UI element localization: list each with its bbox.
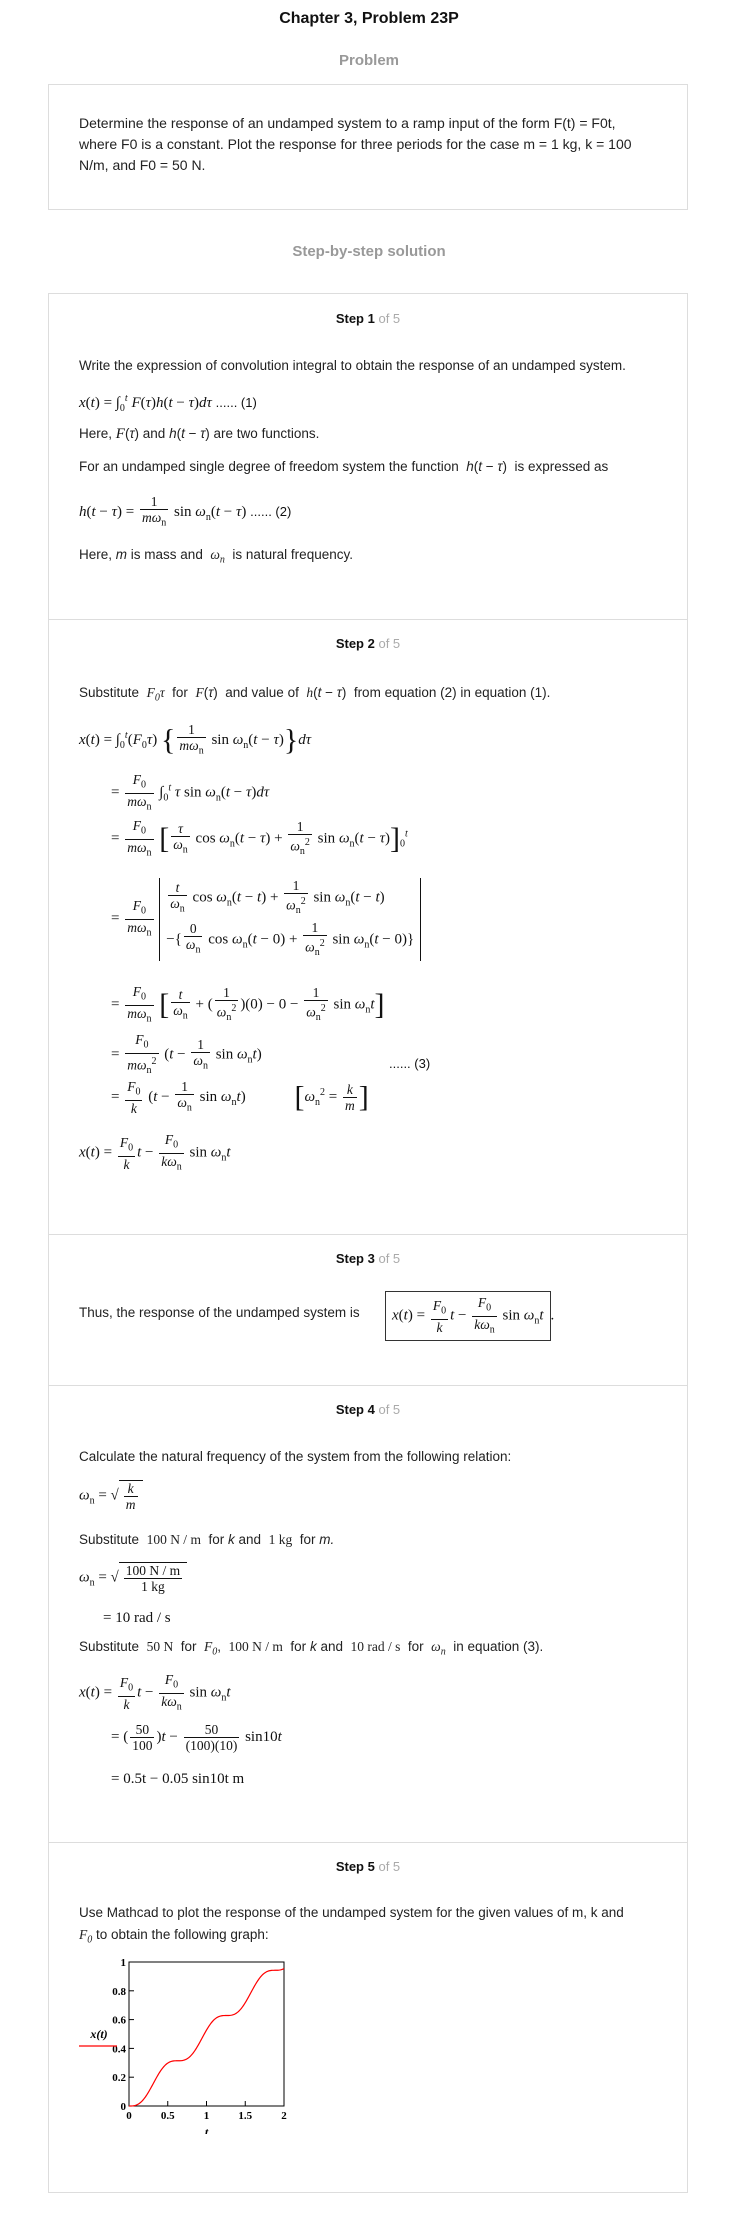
text: from equation (2) in equation (1). bbox=[353, 685, 551, 700]
problem-line: N/m, and F0 = 50 N. bbox=[79, 157, 206, 173]
step-1-undamped: For an undamped single degree of freedom system the function h(t − τ) is expressed as bbox=[79, 459, 609, 474]
response-substituted: = ( $\frac{50}{100}$ )t − $\frac{50}{(100)(10)}$ sin10t bbox=[111, 1722, 282, 1753]
step-5-line-2: $F_0$ to obtain the following graph: bbox=[79, 1927, 269, 1946]
text: for bbox=[299, 1532, 316, 1547]
text: and bbox=[238, 1532, 262, 1547]
text: are two functions. bbox=[213, 426, 320, 441]
text: for bbox=[290, 1639, 307, 1654]
text: is mass and bbox=[130, 547, 203, 562]
step-of: of 5 bbox=[378, 311, 401, 326]
problem-line: where F0 is a constant. Plot the response for three periods for the case m = 1 kg, k = 100 bbox=[79, 136, 632, 152]
response-final: = 0.5t − 0.05 sin10t m bbox=[111, 1771, 245, 1787]
derivation-line-5: = $\frac{F_0}{m\omega_n}$ [ $\frac{t}{\omega_n}$ + ( $\frac{1}{\omega_n^2}$ )(0) − 0 − $\frac{1}{\omega_n^2}$ $\sin \omega_nt$] bbox=[111, 984, 385, 1025]
steps-box bbox=[48, 293, 688, 2193]
problem-line: Determine the response of an undamped system to a ramp input of the form F(t) = F0t, bbox=[79, 115, 616, 131]
step-4-intro: Calculate the natural frequency of the system from the following relation: bbox=[79, 1449, 512, 1464]
step-4-substitute-1: Substitute 100 N / m for k and 1 kg for m. bbox=[79, 1532, 335, 1547]
step-1-intro: Write the expression of convolution integral to obtain the response of an undamped system. bbox=[79, 358, 626, 373]
equation-tag: ...... (3) bbox=[389, 1056, 431, 1071]
step-separator bbox=[49, 1385, 687, 1386]
text: for bbox=[172, 685, 188, 700]
equation-3-tag bbox=[389, 1054, 430, 1074]
equation-tag: ...... (2) bbox=[250, 503, 292, 519]
response-general: x(t) = $\frac{F_0}{k}$ t − $\frac{F_0}{k\omega_n}$ $\sin \omega_nt$ bbox=[79, 1672, 231, 1713]
step-label: Step 2 bbox=[335, 636, 375, 651]
text: and bbox=[320, 1639, 343, 1654]
text: and bbox=[142, 426, 166, 441]
text: k bbox=[309, 1639, 317, 1654]
step-1-here2: Here, m is mass and $\omega_n$ is natural frequency. bbox=[79, 547, 353, 566]
derivation-line-3: = $\frac{F_0}{m\omega_n}$ [ $\frac{\tau}{\omega_n}$ $\cos \omega_n(t - \tau)$ + $\frac{1}{\omega_n^2}$ $\sin \omega_n(t - \tau)]_0^t$ bbox=[111, 818, 408, 859]
step-5-line-1: Use Mathcad to plot the response of the undamped system for the given values of m, k and bbox=[79, 1905, 624, 1920]
omega-substituted: $\omega_n$ = √ $\frac{100 N / m}{1 kg}$ bbox=[79, 1562, 187, 1594]
equation-1: $x(t) = \int_0^t$ F(τ)h(t − τ)dτ ...... (1) bbox=[79, 393, 257, 414]
text: to obtain the following graph: bbox=[96, 1927, 269, 1942]
x-tick-label: 1.5 bbox=[238, 2110, 253, 2122]
text: Here, bbox=[79, 547, 113, 562]
step-1-title bbox=[49, 311, 687, 326]
series-line-x-t bbox=[129, 1969, 284, 2106]
response-chart bbox=[69, 1954, 299, 2134]
text: Substitute bbox=[79, 1639, 140, 1654]
text: Substitute bbox=[79, 1532, 140, 1547]
x-tick-label: 1 bbox=[203, 2110, 210, 2122]
derivation-line-8: x(t) = $\frac{F_0}{k}$ t − $\frac{F_0}{k\omega_n}$ $\sin \omega_nt$ bbox=[79, 1132, 231, 1173]
derivation-line-4: = $\frac{F_0}{m\omega_n}$ $\frac{t}{\omega_n}$ $\cos \omega_n(t - t)$ + $\frac{1}{\omega_n^2}$ $\sin \omega_n(t - t)$ −{ $\frac{0}{\omega_n}$ $\cos \omega_n(t - 0)$ + $\frac{1}{\omega_n^2}$ $\sin \omega_n(t - 0)$} bbox=[111, 878, 421, 961]
text: is natural frequency. bbox=[232, 547, 353, 562]
equation-tag: ...... (1) bbox=[215, 395, 257, 410]
step-label: Step 5 bbox=[335, 1859, 375, 1874]
step-1-here: Here, F(τ) and h(t − τ) are two functions. bbox=[79, 426, 320, 442]
step-separator bbox=[49, 619, 687, 620]
chart-svg bbox=[69, 1954, 299, 2134]
text: in equation (3). bbox=[453, 1639, 544, 1654]
problem-heading: Problem bbox=[338, 52, 399, 69]
step-of: of 5 bbox=[378, 636, 401, 651]
step-2-substitute: Substitute $F_0\tau$ for F(τ) and value of h(t − τ) from equation (2) in equation (1). bbox=[79, 685, 551, 704]
text: is expressed as bbox=[514, 459, 609, 474]
step-of: of 5 bbox=[378, 1859, 401, 1874]
y-tick-label: 1 bbox=[120, 1957, 126, 1969]
derivation-line-1: $x(t) = \int_0^t(F_0\tau)$ { $\frac{1}{m\omega_n}$ $\sin \omega_n(t - \tau)\}d\tau$ bbox=[79, 722, 312, 757]
derivation-line-6: = $\frac{F_0}{m\omega_n^2}$ (t − $\frac{1}{\omega_n}$ $\sin \omega_nt$) bbox=[111, 1032, 262, 1076]
problem-box bbox=[48, 84, 688, 210]
step-3-title bbox=[49, 1251, 687, 1266]
step-of: of 5 bbox=[378, 1402, 401, 1417]
x-tick-label: 0.5 bbox=[160, 2110, 175, 2122]
page-title: Chapter 3, Problem 23P bbox=[279, 10, 459, 27]
y-tick-label: 0.2 bbox=[112, 2072, 126, 2085]
y-tick-label: 0.8 bbox=[112, 1985, 126, 1998]
step-label: Step 1 bbox=[335, 311, 375, 326]
text: k bbox=[228, 1532, 235, 1547]
text: Substitute bbox=[79, 685, 140, 700]
step-2-title bbox=[49, 636, 687, 651]
final-response-box: x(t) = $\frac{F_0}{k}$ t − $\frac{F_0}{k\omega_n}$ $\sin \omega_nt$ . bbox=[385, 1291, 554, 1341]
step-4-title bbox=[49, 1402, 687, 1417]
step-of: of 5 bbox=[378, 1251, 401, 1266]
y-tick-label: 0 bbox=[120, 2101, 126, 2113]
y-tick-label: 0.4 bbox=[112, 2043, 126, 2056]
derivation-line-7: = $\frac{F_0}{k}$ (t − $\frac{1}{\omega_n}$ $\sin \omega_nt$) [$\omega_n^2$ = $\frac{k}{m}$ ] bbox=[111, 1079, 369, 1116]
text: Here, bbox=[79, 426, 113, 441]
step-5-title bbox=[49, 1859, 687, 1874]
step-separator bbox=[49, 1842, 687, 1843]
step-label: Step 3 bbox=[335, 1251, 375, 1266]
text: for bbox=[180, 1639, 197, 1654]
x-tick-label: 2 bbox=[281, 2110, 287, 2122]
y-tick-label: 0.6 bbox=[112, 2014, 126, 2027]
text: and value of bbox=[225, 685, 299, 700]
text: for bbox=[208, 1532, 225, 1547]
derivation-line-2: = $\frac{F_0}{m\omega_n}$ $\int_0^t$ τ $\sin \omega_n(t - \tau)d\tau$ bbox=[111, 772, 270, 813]
step-4-substitute-2: Substitute 50 N for $F_0$, 100 N / m for k and 10 rad / s for $\omega_n$ in equation (3). bbox=[79, 1639, 544, 1658]
text: for bbox=[407, 1639, 424, 1654]
x-tick-label: 0 bbox=[126, 2110, 132, 2122]
solution-heading: Step-by-step solution bbox=[292, 243, 446, 260]
problem-text bbox=[79, 113, 661, 176]
step-separator bbox=[49, 1234, 687, 1235]
omega-value: = 10 rad / s bbox=[103, 1610, 171, 1626]
step-label: Step 4 bbox=[335, 1402, 375, 1417]
omega-formula: $\omega_n$ = √ $\frac{k}{m}$ bbox=[79, 1480, 143, 1512]
text: For an undamped single degree of freedom system the function bbox=[79, 459, 459, 474]
text: m. bbox=[319, 1532, 335, 1547]
text: m bbox=[115, 547, 128, 562]
step-3-text: Thus, the response of the undamped system is bbox=[79, 1305, 360, 1320]
equation-2: h(t − τ) = $\frac{1}{m\omega_n}$ $\sin \omega_n(t - \tau)$ ...... (2) bbox=[79, 494, 292, 529]
y-axis-label: x(t) bbox=[90, 2027, 108, 2041]
x-axis-label: t bbox=[204, 2125, 209, 2134]
